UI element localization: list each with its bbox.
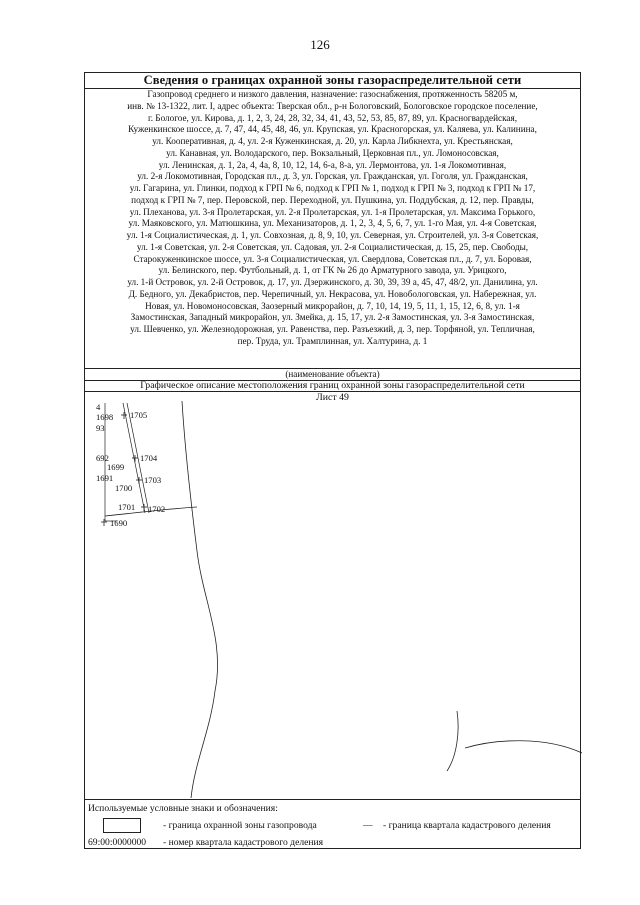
legend-quarter-code: 69:00:0000000 xyxy=(88,837,147,848)
point-label-1703: 1703 xyxy=(144,475,162,485)
description-line: г. Бологое, ул. Кирова, д. 1, 2, 3, 24, 28, 32, 34, 41, 43, 52, 53, 85, 87, 89, ул. Красногвардейская, xyxy=(147,112,518,123)
description-line: ул. Гагарина, ул. Глинки, подход к ГРП № 6, подход к ГРП № 1, подход к ГРП № 3, подход к ГРП № 17, xyxy=(129,183,536,193)
point-label-1702: 1702 xyxy=(148,504,166,514)
legend-quarter-code-text: - номер квартала кадастрового деления xyxy=(163,837,324,848)
description-line: ул. 1-я Советская, ул. 2-я Советская, ул. Садовая, ул. 2-я Социалистическая, д. 15, 25, пер. Свободы, xyxy=(136,241,529,252)
description-line: подход к ГРП № 7, пер. Перовской, пер. Переходной, ул. Пушкина, ул. Поддубская, д. 12, пер. Правды, xyxy=(131,194,534,205)
header-title: Сведения о границах охранной зоны газораспределительной сети xyxy=(85,73,580,89)
description-line: ул. Шевченко, ул. Железнодорожная, ул. Равенства, пер. Разъезжий, д. 3, пер. Торфяной, ул. Тепличная, xyxy=(130,324,535,334)
point-label-1705: 1705 xyxy=(130,410,148,420)
description-line: ул. Канавная, ул. Володарского, пер. Вокзальный, Церковная пл., ул. Ломоносовская, xyxy=(166,147,499,158)
point-label-1698: 1698 xyxy=(96,412,114,422)
quarter-border-symbol: — xyxy=(363,820,373,831)
description-line: Куженкинское шоссе, д. 7, 47, 44, 45, 48, 46, ул. Крупская, ул. Красногорская, ул. Каляева, ул. Калинина, xyxy=(128,124,537,135)
quarter-boundary xyxy=(105,401,582,798)
object-name-caption: (наименование объекта) xyxy=(85,368,580,381)
point-label-1690: 1690 xyxy=(110,518,128,528)
description-line: ул. Кооперативная, д. 4, ул. 2-я Куженкинская, д. 20, ул. Карла Либкнехта, ул. Крестьянская, xyxy=(152,136,513,146)
description-line: ул. 1-я Социалистическая, д. 1, ул. Совхозная, д. 8, 9, 10, ул. Северная, ул. Строителей, ул. 3-я Советская, xyxy=(126,230,539,240)
description-line: пер. Труда, ул. Трамплинная, ул. Халтурина, д. 1 xyxy=(237,335,428,346)
boundary-map xyxy=(85,391,582,798)
description-line: ул. Плеханова, ул. 3-я Пролетарская, ул. 2-я Пролетарская, ул. 1-я Пролетарская, ул. Максима Горького, xyxy=(129,206,536,217)
legend-title: Используемые условные знаки и обозначения: xyxy=(88,803,278,814)
graphic-title: Графическое описание местоположения границ охранной зоны газораспределительной сети xyxy=(85,380,580,392)
legend xyxy=(85,799,580,851)
description-line: ул. Маяковского, ул. Матюшкина, ул. Механизаторов, д. 1, 2, 3, 4, 5, 6, 7, ул. 1-го Мая, ул. 4-я Советская, xyxy=(128,218,537,229)
description-line: инв. № 13-1322, лит. I, адрес объекта: Тверская обл., р-н Бологовский, Бологовское городское поселение, xyxy=(127,100,538,111)
point-label-1704: 1704 xyxy=(140,453,158,463)
point-label-1691: 1691 xyxy=(96,473,114,483)
description-line: Д. Бедного, ул. Декабристов, пер. Черепичный, ул. Некрасова, ул. Новобологовская, ул. Набережная, ул. xyxy=(128,288,537,299)
point-label-1700: 1700 xyxy=(115,483,133,493)
document-frame xyxy=(84,72,581,849)
zone-border-symbol xyxy=(103,818,141,833)
object-description xyxy=(85,88,580,368)
legend-quarter-border-text: - граница квартала кадастрового деления xyxy=(383,820,551,831)
description-line: Газопровод среднего и низкого давления, назначение: газоснабжения, протяженность 58205 м, xyxy=(147,89,518,99)
point-label-partial: 4 xyxy=(96,402,101,412)
page-number: 126 xyxy=(310,37,330,52)
legend-zone-border-text: - граница охранной зоны газопровода xyxy=(163,820,317,831)
point-label-1699: 1699 xyxy=(107,462,125,472)
point-label-1701: 1701 xyxy=(118,502,136,512)
description-line: ул. Белинского, пер. Футбольный, д. 1, от ГК № 26 до Арматурного завода, ул. Урицкого, xyxy=(158,265,507,276)
point-label-692: 692 xyxy=(96,453,109,463)
description-line: Новая, ул. Новомоносовская, Заозерный микрорайон, д. 7, 10, 14, 19, 5, 11, 1, 15, 12, 6, 8, ул. 1-я xyxy=(145,300,520,311)
description-line: ул. 1-й Островок, ул. 2-й Островок, д. 17, ул. Дзержинского, д. 30, 39, 39 а, 45, 47, 48/2, ул. Данилина, ул. xyxy=(127,277,538,287)
description-line: ул. 2-я Локомотивная, Городская пл., д. 3, ул. Горская, ул. Гражданская, ул. Гоголя, ул. Гражданская, xyxy=(137,171,528,182)
description-line: Старокуженкинское шоссе, ул. 3-я Социалистическая, ул. Свердлова, Советская пл., д. 7, ул. Боровая, xyxy=(133,253,532,264)
point-label-93: 93 xyxy=(96,423,105,433)
description-line: Замостинская, Западный микрорайон, ул. Змейка, д. 15, 17, ул. 2-я Замостинская, ул. 3-я Замостинская, xyxy=(130,312,535,323)
sheet-label: Лист 49 xyxy=(316,392,349,403)
description-line: ул. Ленинская, д. 1, 2а, 4, 4а, 8, 10, 12, 14, 6-а, 8-а, ул. Лермонтова, ул. 1-я Локомотивная, xyxy=(158,159,507,170)
